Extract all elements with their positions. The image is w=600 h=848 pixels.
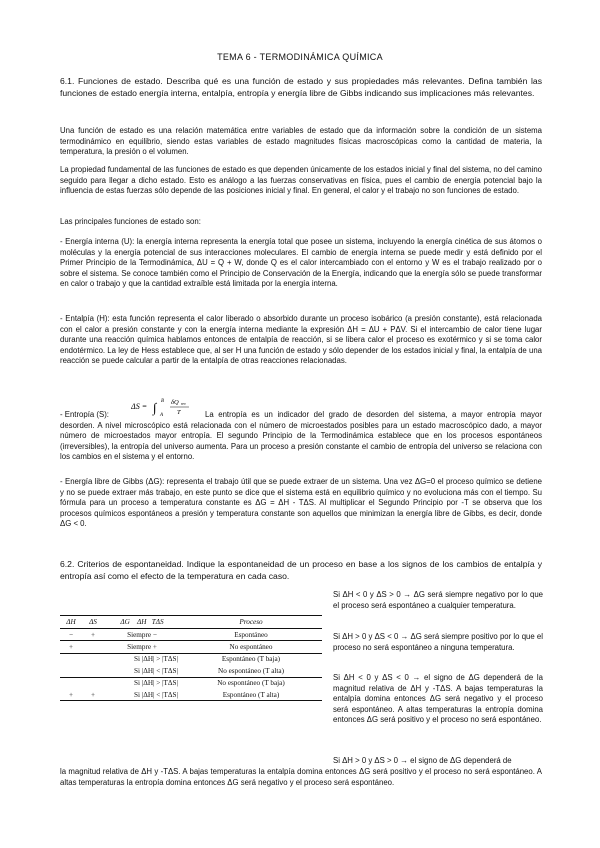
table-row — [60, 689, 322, 701]
table-row — [60, 653, 322, 665]
case-positive-h-positive-s-start: Si ΔH > 0 y ΔS > 0 → el signo de ΔG dependerá de — [333, 756, 512, 765]
table-header-cell: ΔH — [60, 616, 82, 629]
svg-text:T: T — [177, 409, 181, 416]
table-row — [60, 641, 322, 653]
table-cell — [82, 653, 104, 665]
paragraph-main-functions: Las principales funciones de estado son: — [60, 217, 201, 226]
case-positive-h-positive-s-rest: la magnitud relativa de ΔH y -TΔS. A bajas temperaturas la entalpía domina entonces ΔG será positivo y el proceso no será espontáneo. A altas temperaturas la entropía domina entonces ΔG será negativo y el proceso será espontáneo. — [60, 767, 542, 787]
table-cell — [60, 665, 82, 677]
question-6-2: 6.2. Criterios de espontaneidad. Indique la espontaneidad de un proceso en base a los signos de los cambios de entalpía y entropía así como el efecto de la temperatura en cada caso. — [60, 559, 542, 581]
svg-text:B: B — [161, 399, 165, 404]
paragraph-state-function-definition: Una función de estado es una relación matemática entre variables de estado que da información sobre la condición de un sistema termodinámico en equilibrio, siendo estas variables de estado magnitudes físicas macroscópicas como la cantidad de materia, la temperatura, la presión o el volumen. — [60, 126, 542, 157]
svg-text:rev: rev — [181, 401, 186, 406]
table-cell: Si |ΔH| < |TΔS| — [104, 689, 180, 701]
table-row — [60, 665, 322, 677]
svg-text:δQ: δQ — [171, 399, 179, 406]
table-cell: Si |ΔH| > |TΔS| — [133, 679, 178, 688]
table-cell: + — [82, 629, 104, 641]
table-cell: + — [60, 641, 82, 653]
table-cell — [60, 653, 82, 665]
table-cell — [82, 677, 104, 689]
table-cell: No espontáneo (T alta) — [180, 665, 322, 677]
table-cell: Si |ΔH| > |TΔS| — [133, 655, 178, 664]
entropy-label: - Entropía (S): — [60, 410, 109, 419]
table-cell: No espontáneo (T baja) — [217, 679, 285, 688]
table-header-cell — [104, 616, 180, 629]
case-negative-h-positive-s: Si ΔH < 0 y ΔS > 0 → ΔG será siempre negativo por lo que el proceso será espontáneo a cualquier temperatura. — [333, 590, 543, 610]
table-header-cell: ΔS — [82, 616, 104, 629]
table-header-part: ΔG — [120, 618, 130, 626]
table-cell: Espontáneo — [180, 629, 322, 641]
svg-text:∫: ∫ — [153, 400, 157, 415]
paragraph-state-function-property: La propiedad fundamental de las funciones de estado es que dependen únicamente de los estados inicial y final del sistema, no del camino seguido para llegar a dicho estado. Esto es análogo a las fuerzas conservativas en física, pues el cambio de energía potencial bajo la influencia de estas fuerzas sólo depende de las posiciones inicial y final. En general, el calor y el trabajo no son funciones de estado. — [60, 165, 542, 196]
table-header-part: ΔH — [136, 618, 147, 626]
table-cell: No espontáneo — [180, 641, 322, 653]
table-cell: + — [60, 689, 82, 701]
table-header-cell: Proceso — [180, 616, 322, 629]
svg-text:A: A — [160, 413, 164, 417]
table-cell: − — [60, 629, 82, 641]
table-cell — [82, 641, 104, 653]
svg-text:ΔS =: ΔS = — [131, 402, 148, 411]
paragraph-entropy: La entropía es un indicador del grado de desorden del sistema, a mayor entropía mayor desorden. A nivel microscópico está relacionada con el número de microestados posibles para un estado macroscópico dado, a mayor número de microestados mayor entropía. El segundo Principio de la Termodinámica establece que en los procesos espontáneos (irreversibles), la entropía del universo aumenta. Para un proceso a presión constante el cambio de entropía del universo se relaciona con los cambios en el sistema y el entorno. — [60, 410, 542, 462]
case-negative-h-negative-s: Si ΔH < 0 y ΔS < 0 → el signo de ΔG dependerá de la magnitud relativa de ΔH y -TΔS. A bajas temperaturas la entalpía domina entonces ΔG será negativo y el proceso será espontáneo. A altas temperaturas la entropía domina entonces ΔG será positivo y el proceso no será espontáneo. — [333, 673, 543, 725]
table-cell: Siempre + — [104, 641, 180, 653]
table-cell — [60, 677, 82, 689]
table-cell: Siempre − — [104, 629, 180, 641]
table-cell — [82, 665, 104, 677]
table-row — [60, 677, 322, 689]
paragraph-gibbs: - Energía libre de Gibbs (ΔG): representa el trabajo útil que se puede extraer de un sistema. Una vez ΔG=0 el proceso químico se detiene y no se puede extraer más trabajo, en este punto se dice que el sistema está en equilibrio químico y no evoluciona más con el tiempo. Su fórmula para un proceso a temperatura constante es ΔG = ΔH - TΔS. Al multiplicar el Segundo Principio por -T se observa que los procesos químicos espontáneos a presión y temperatura constante son aquellos que minimizan la energía libre de Gibbs, es decir, donde ΔG < 0. — [60, 477, 542, 529]
table-row — [60, 629, 322, 641]
table-cell: + — [82, 689, 104, 701]
table-cell: Si |ΔH| < |TΔS| — [104, 665, 180, 677]
paragraph-enthalpy: - Entalpía (H): esta función representa el calor liberado o absorbido durante un proceso isobárico (a presión constante), está relacionada con el calor a presión constante y con la energía interna mediante la expresión ΔH = ΔU + PΔV. Si el intercambio de calor tiene lugar durante una reacción química hablamos entonces de entalpía de reacción, si se libera calor el proceso es exotérmico y si se toma calor endotérmico. La ley de Hess establece que, al ser H una función de estado y sólo depender de los estados inicial y final, la entalpía de una reacción se puede calcular a partir de la entalpía de otras reacciones relacionadas. — [60, 314, 542, 366]
table-header-part: TΔS — [151, 618, 164, 626]
paragraph-internal-energy: - Energía interna (U): la energía interna representa la energía total que posee un sistema, incluyendo la energía cinética de sus átomos o moléculas y la energía potencial de sus interacciones moleculares. El cambio de energía interna se puede medir y está definido por el Primer Principio de la Termodinámica, ΔU = Q + W, donde Q es el calor intercambiado con el entorno y W es el trabajo realizado por o sobre el sistema. Se conoce también como el Principio de Conservación de la Energía, indicando que la energía sólo se puede transformar en calor o trabajo y que la cantidad extraíble está limitada por la energía interna. — [60, 237, 542, 289]
page-title: TEMA 6 - TERMODINÁMICA QUÍMICA — [217, 52, 383, 62]
table-header-row — [60, 616, 322, 629]
table-cell: Espontáneo (T alta) — [180, 689, 322, 701]
table-cell: Espontáneo (T baja) — [221, 655, 281, 664]
case-positive-h-negative-s: Si ΔH > 0 y ΔS < 0 → ΔG será siempre positivo por lo que el proceso no será espontáneo a ninguna temperatura. — [333, 632, 543, 652]
spontaneity-table — [60, 615, 322, 701]
question-6-1: 6.1. Funciones de estado. Describa qué es una función de estado y sus propiedades más relevantes. Defina también las funciones de estado energía interna, entalpía, entropía y energía libre de Gibbs indicando sus implicaciones más relevantes. — [60, 76, 542, 98]
